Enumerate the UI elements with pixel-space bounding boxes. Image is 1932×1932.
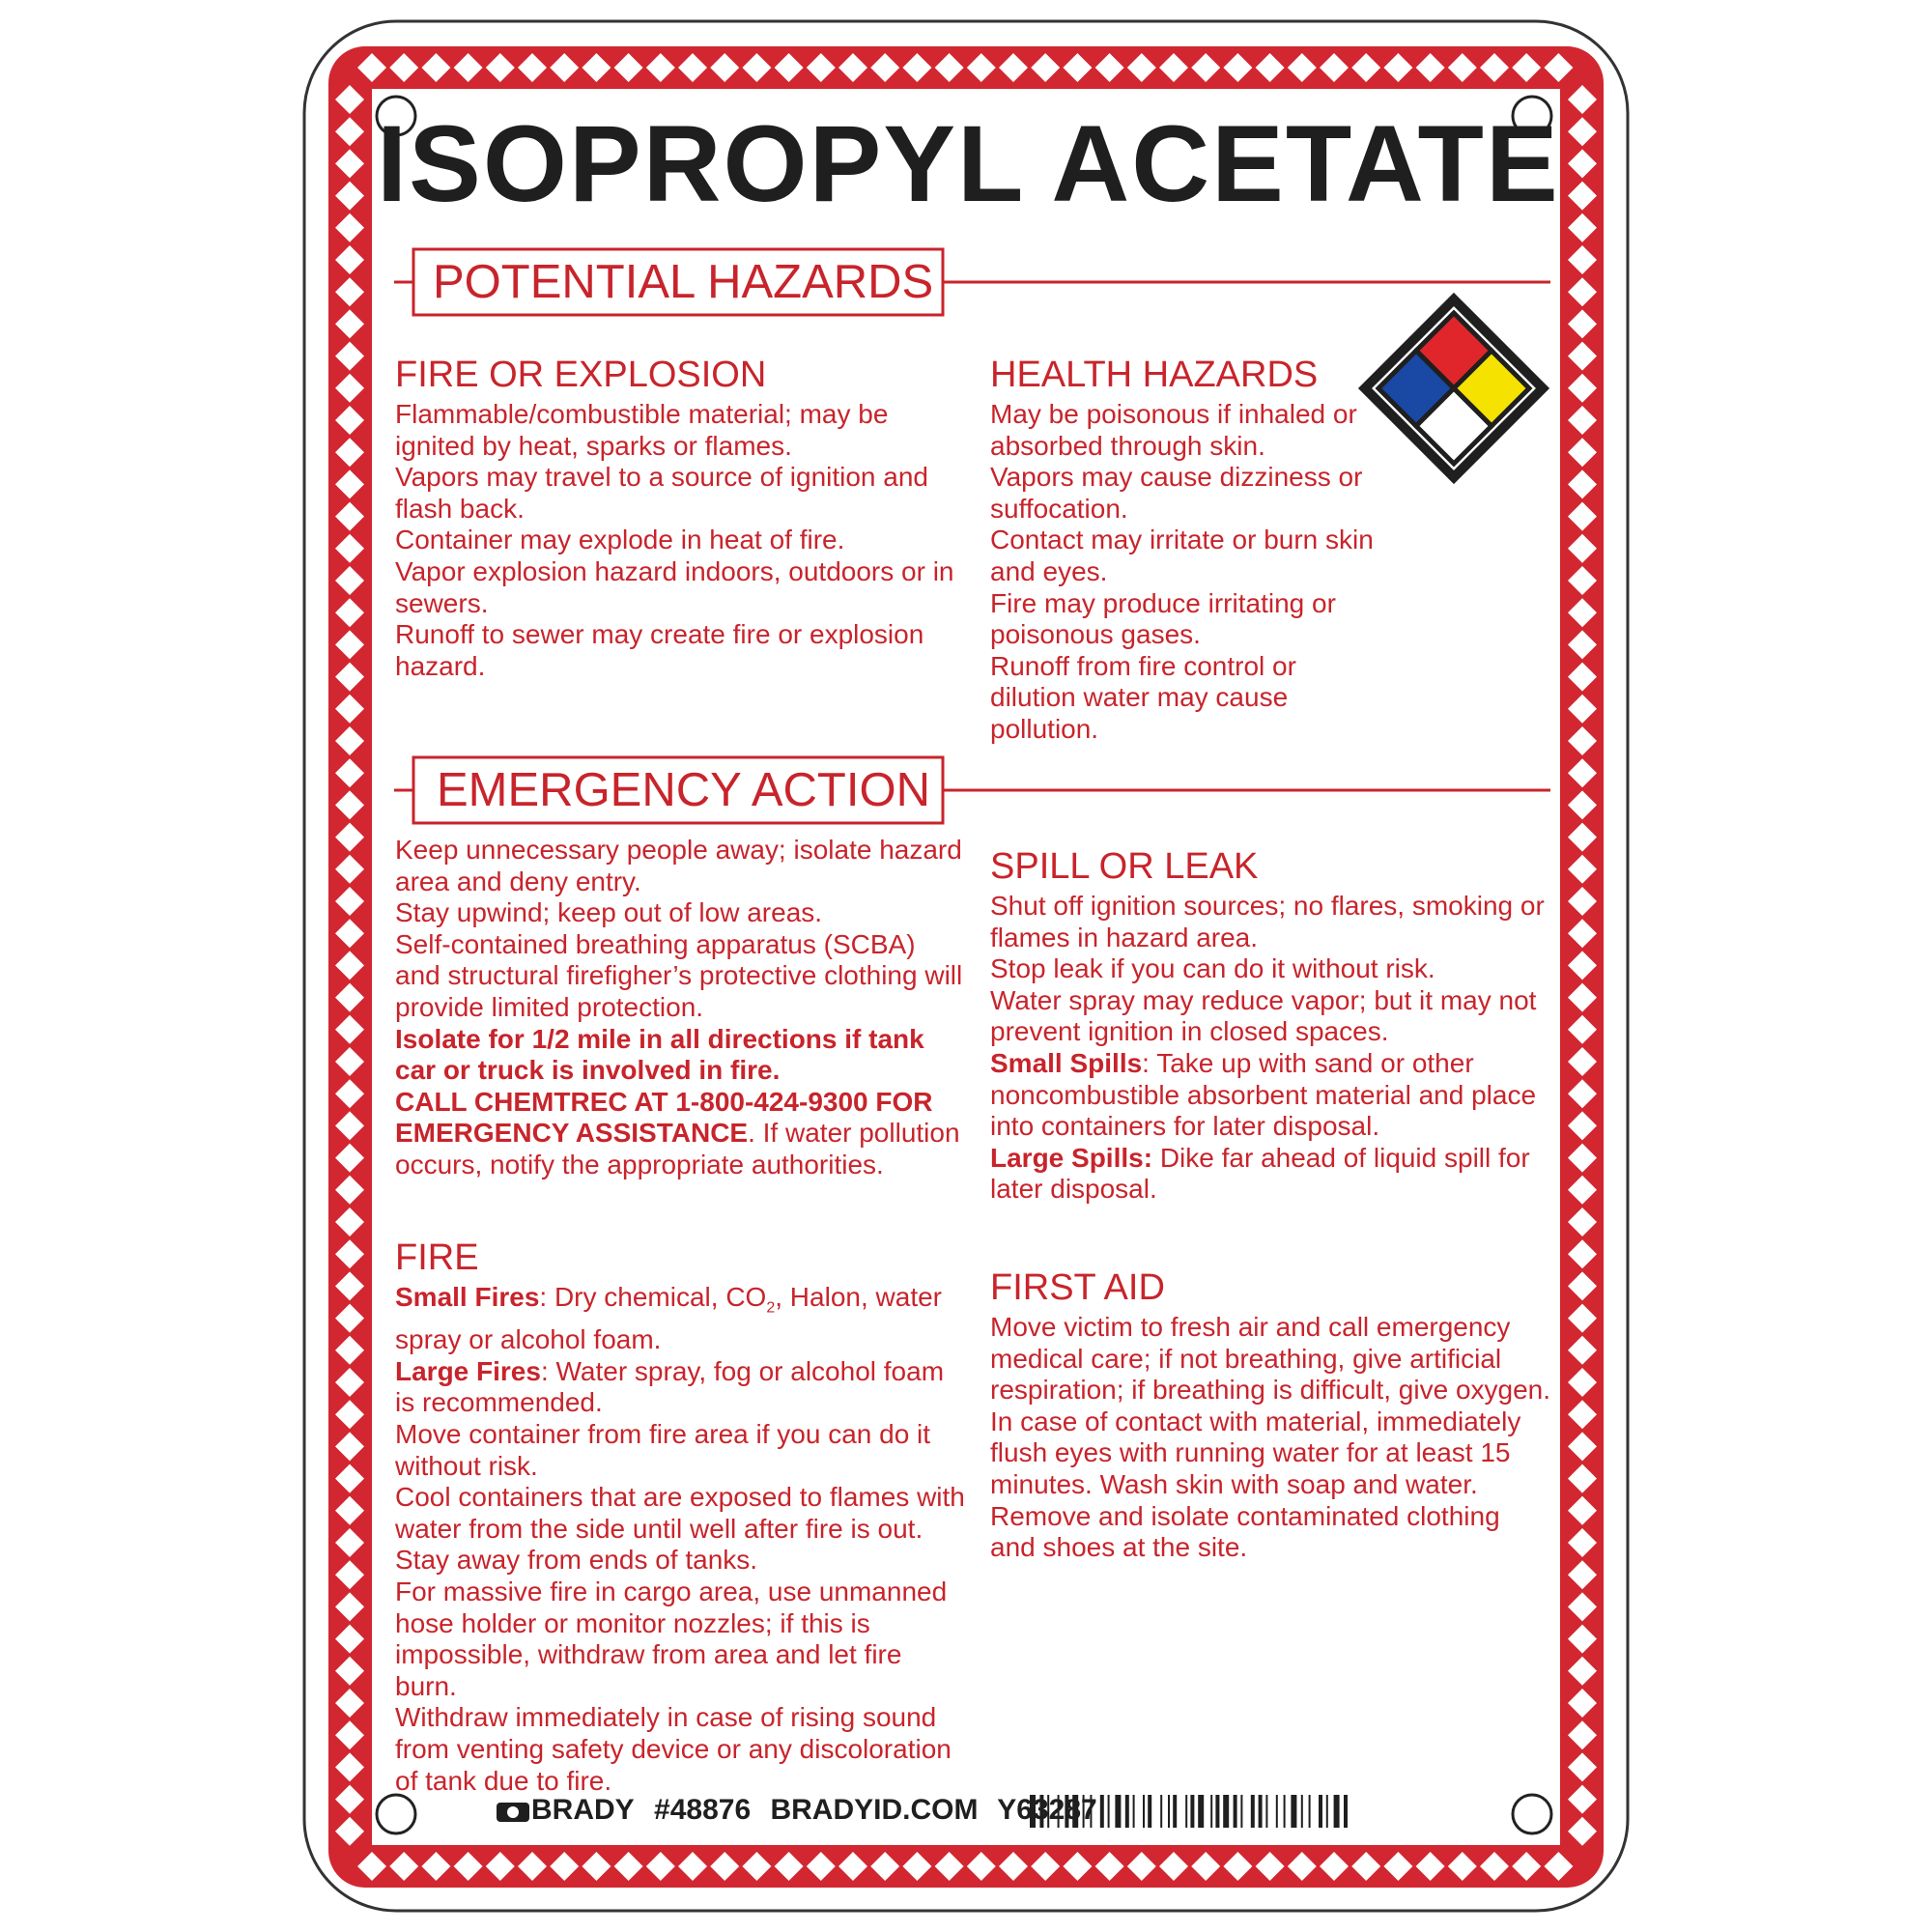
- barcode-bar: [1291, 1795, 1296, 1828]
- barcode-bar: [1198, 1795, 1204, 1828]
- chemtrec-call: CALL CHEMTREC AT 1-800-424-9300 FOR EMERGENCY ASSISTANCE: [395, 1086, 933, 1149]
- barcode-bar: [1148, 1795, 1151, 1828]
- co2-subscript: 2: [766, 1299, 776, 1317]
- small-spills-label: Small Spills: [990, 1047, 1143, 1078]
- barcode-bar: [1173, 1795, 1177, 1828]
- text-line: Move container from fire area if you can do it without risk.: [395, 1418, 931, 1481]
- text-line: Container may explode in heat of fire.: [395, 525, 845, 555]
- fire-explosion-heading: FIRE OR EXPLOSION: [395, 355, 767, 395]
- text-line: Runoff from fire control or dilution water may cause pollution.: [990, 650, 1296, 744]
- text-line: Vapor explosion hazard indoors, outdoors or in sewers.: [395, 555, 954, 618]
- emergency-text: [395, 835, 965, 1181]
- barcode-bar: [1215, 1795, 1219, 1828]
- text-line: Runoff to sewer may create fire or explosion hazard.: [395, 619, 924, 681]
- barcode-bar: [1276, 1795, 1278, 1828]
- text-line: Stay upwind; keep out of low areas.: [395, 897, 823, 928]
- barcode-bar: [1223, 1795, 1229, 1828]
- website: BRADYID.COM: [770, 1794, 979, 1826]
- barcode-bar: [1143, 1795, 1145, 1828]
- barcode-bar: [1185, 1795, 1187, 1828]
- text-line: Self-contained breathing apparatus (SCBA) and structural firefigher’s protective clothing will provide limited protection.: [395, 928, 963, 1022]
- pollution-note: . If water pollution occurs, notify the appropriate authorities.: [395, 1118, 960, 1179]
- barcode-bar: [1160, 1795, 1162, 1828]
- barcode-bar: [1115, 1795, 1121, 1828]
- small-spills-text: : Take up with sand or other noncombustible absorbent material and place into containers for later disposal.: [990, 1047, 1537, 1142]
- small-fires-label: Small Fires: [395, 1282, 540, 1312]
- mounting-hole: [1513, 1795, 1551, 1833]
- fire-text: [395, 1282, 965, 1797]
- text-line: Water spray may reduce vapor; but it may not prevent ignition in closed spaces.: [990, 984, 1537, 1047]
- barcode-bar: [1251, 1795, 1255, 1828]
- small-fires-text-end: , Halon, water spray or alcohol foam.: [395, 1282, 942, 1355]
- text-line: Stop leak if you can do it without risk.: [990, 953, 1435, 984]
- barcode-bar: [1133, 1795, 1135, 1828]
- barcode-bar: [1309, 1795, 1311, 1828]
- product-code: Y63287: [997, 1794, 1097, 1826]
- barcode-bar: [1210, 1795, 1212, 1828]
- section-potential-hazards: POTENTIAL HAZARDS: [433, 256, 934, 308]
- text-line: Flammable/combustible material; may be ignited by heat, sparks or flames.: [395, 399, 889, 461]
- text-line: For massive fire in cargo area, use unmanned hose holder or monitor nozzles; if this is impossible, withdraw from area and let fire burn.: [395, 1576, 948, 1701]
- barcode-bar: [1301, 1795, 1303, 1828]
- barcode-bar: [1265, 1795, 1267, 1828]
- part-number: #48876: [654, 1794, 752, 1826]
- text-line: Keep unnecessary people away; isolate hazard area and deny entry.: [395, 835, 962, 896]
- first-aid-heading: FIRST AID: [990, 1267, 1165, 1308]
- barcode-bar: [1190, 1795, 1194, 1828]
- health-hazards-text: [990, 399, 1381, 746]
- text-line: May be poisonous if inhaled or absorbed through skin.: [990, 399, 1357, 461]
- barcode-bar: [1259, 1795, 1263, 1828]
- barcode-bar: [1334, 1795, 1340, 1828]
- text-line: Fire may produce irritating or poisonous gases.: [990, 587, 1336, 650]
- isolate-warning: Isolate for 1/2 mile in all directions if tank car or truck is involved in fire.: [395, 1023, 924, 1086]
- text-line: Vapors may cause dizziness or suffocation.: [990, 462, 1363, 524]
- fire-heading: FIRE: [395, 1237, 479, 1278]
- large-fires-text: : Water spray, fog or alcohol foam is recommended.: [395, 1355, 945, 1418]
- barcode-bar: [1326, 1795, 1328, 1828]
- footer: [493, 1793, 1109, 1828]
- sign-title: ISOPROPYL ACETATE: [377, 103, 1560, 224]
- barcode-bar: [1168, 1795, 1170, 1828]
- fire-explosion-text: [395, 399, 955, 682]
- barcode-bar: [1240, 1795, 1242, 1828]
- barcode-bar: [1125, 1795, 1129, 1828]
- text-line: Cool containers that are exposed to flames with water from the side until well after fire is out. Stay away from ends of tanks.: [395, 1482, 965, 1576]
- spill-text: [990, 891, 1550, 1206]
- first-aid-text: Move victim to fresh air and call emergency medical care; if not breathing, give artificial respiration; if breathing is difficult, give oxygen. In case of contact with material, immediately flush eyes with running water for at least 15 minutes. Wash skin with soap and water. Remove and isolate contaminated clothing and shoes at the site.: [990, 1312, 1551, 1563]
- barcode-bar: [1234, 1795, 1237, 1828]
- barcode-bar: [1344, 1795, 1348, 1828]
- section-emergency-action: EMERGENCY ACTION: [437, 764, 930, 816]
- barcode-bar: [1284, 1795, 1286, 1828]
- text-line: Shut off ignition sources; no flares, smoking or flames in hazard area.: [990, 891, 1545, 952]
- health-hazards-heading: HEALTH HAZARDS: [990, 355, 1319, 395]
- spill-heading: SPILL OR LEAK: [990, 846, 1259, 887]
- text-line: Vapors may travel to a source of ignition and flash back.: [395, 462, 929, 524]
- mounting-hole: [377, 1795, 415, 1833]
- small-fires-text: : Dry chemical, CO: [539, 1282, 767, 1312]
- barcode-bar: [1319, 1795, 1322, 1828]
- large-spills-label: Large Spills:: [990, 1142, 1153, 1173]
- brand-name: BRADY: [531, 1794, 635, 1826]
- text-line: Contact may irritate or burn skin and eyes.: [990, 525, 1374, 586]
- large-fires-label: Large Fires: [395, 1355, 541, 1386]
- large-spills-text: Dike far ahead of liquid spill for later disposal.: [990, 1142, 1530, 1205]
- text-line: Withdraw immediately in case of rising sound from venting safety device or any discoloration of tank due to fire.: [395, 1702, 952, 1796]
